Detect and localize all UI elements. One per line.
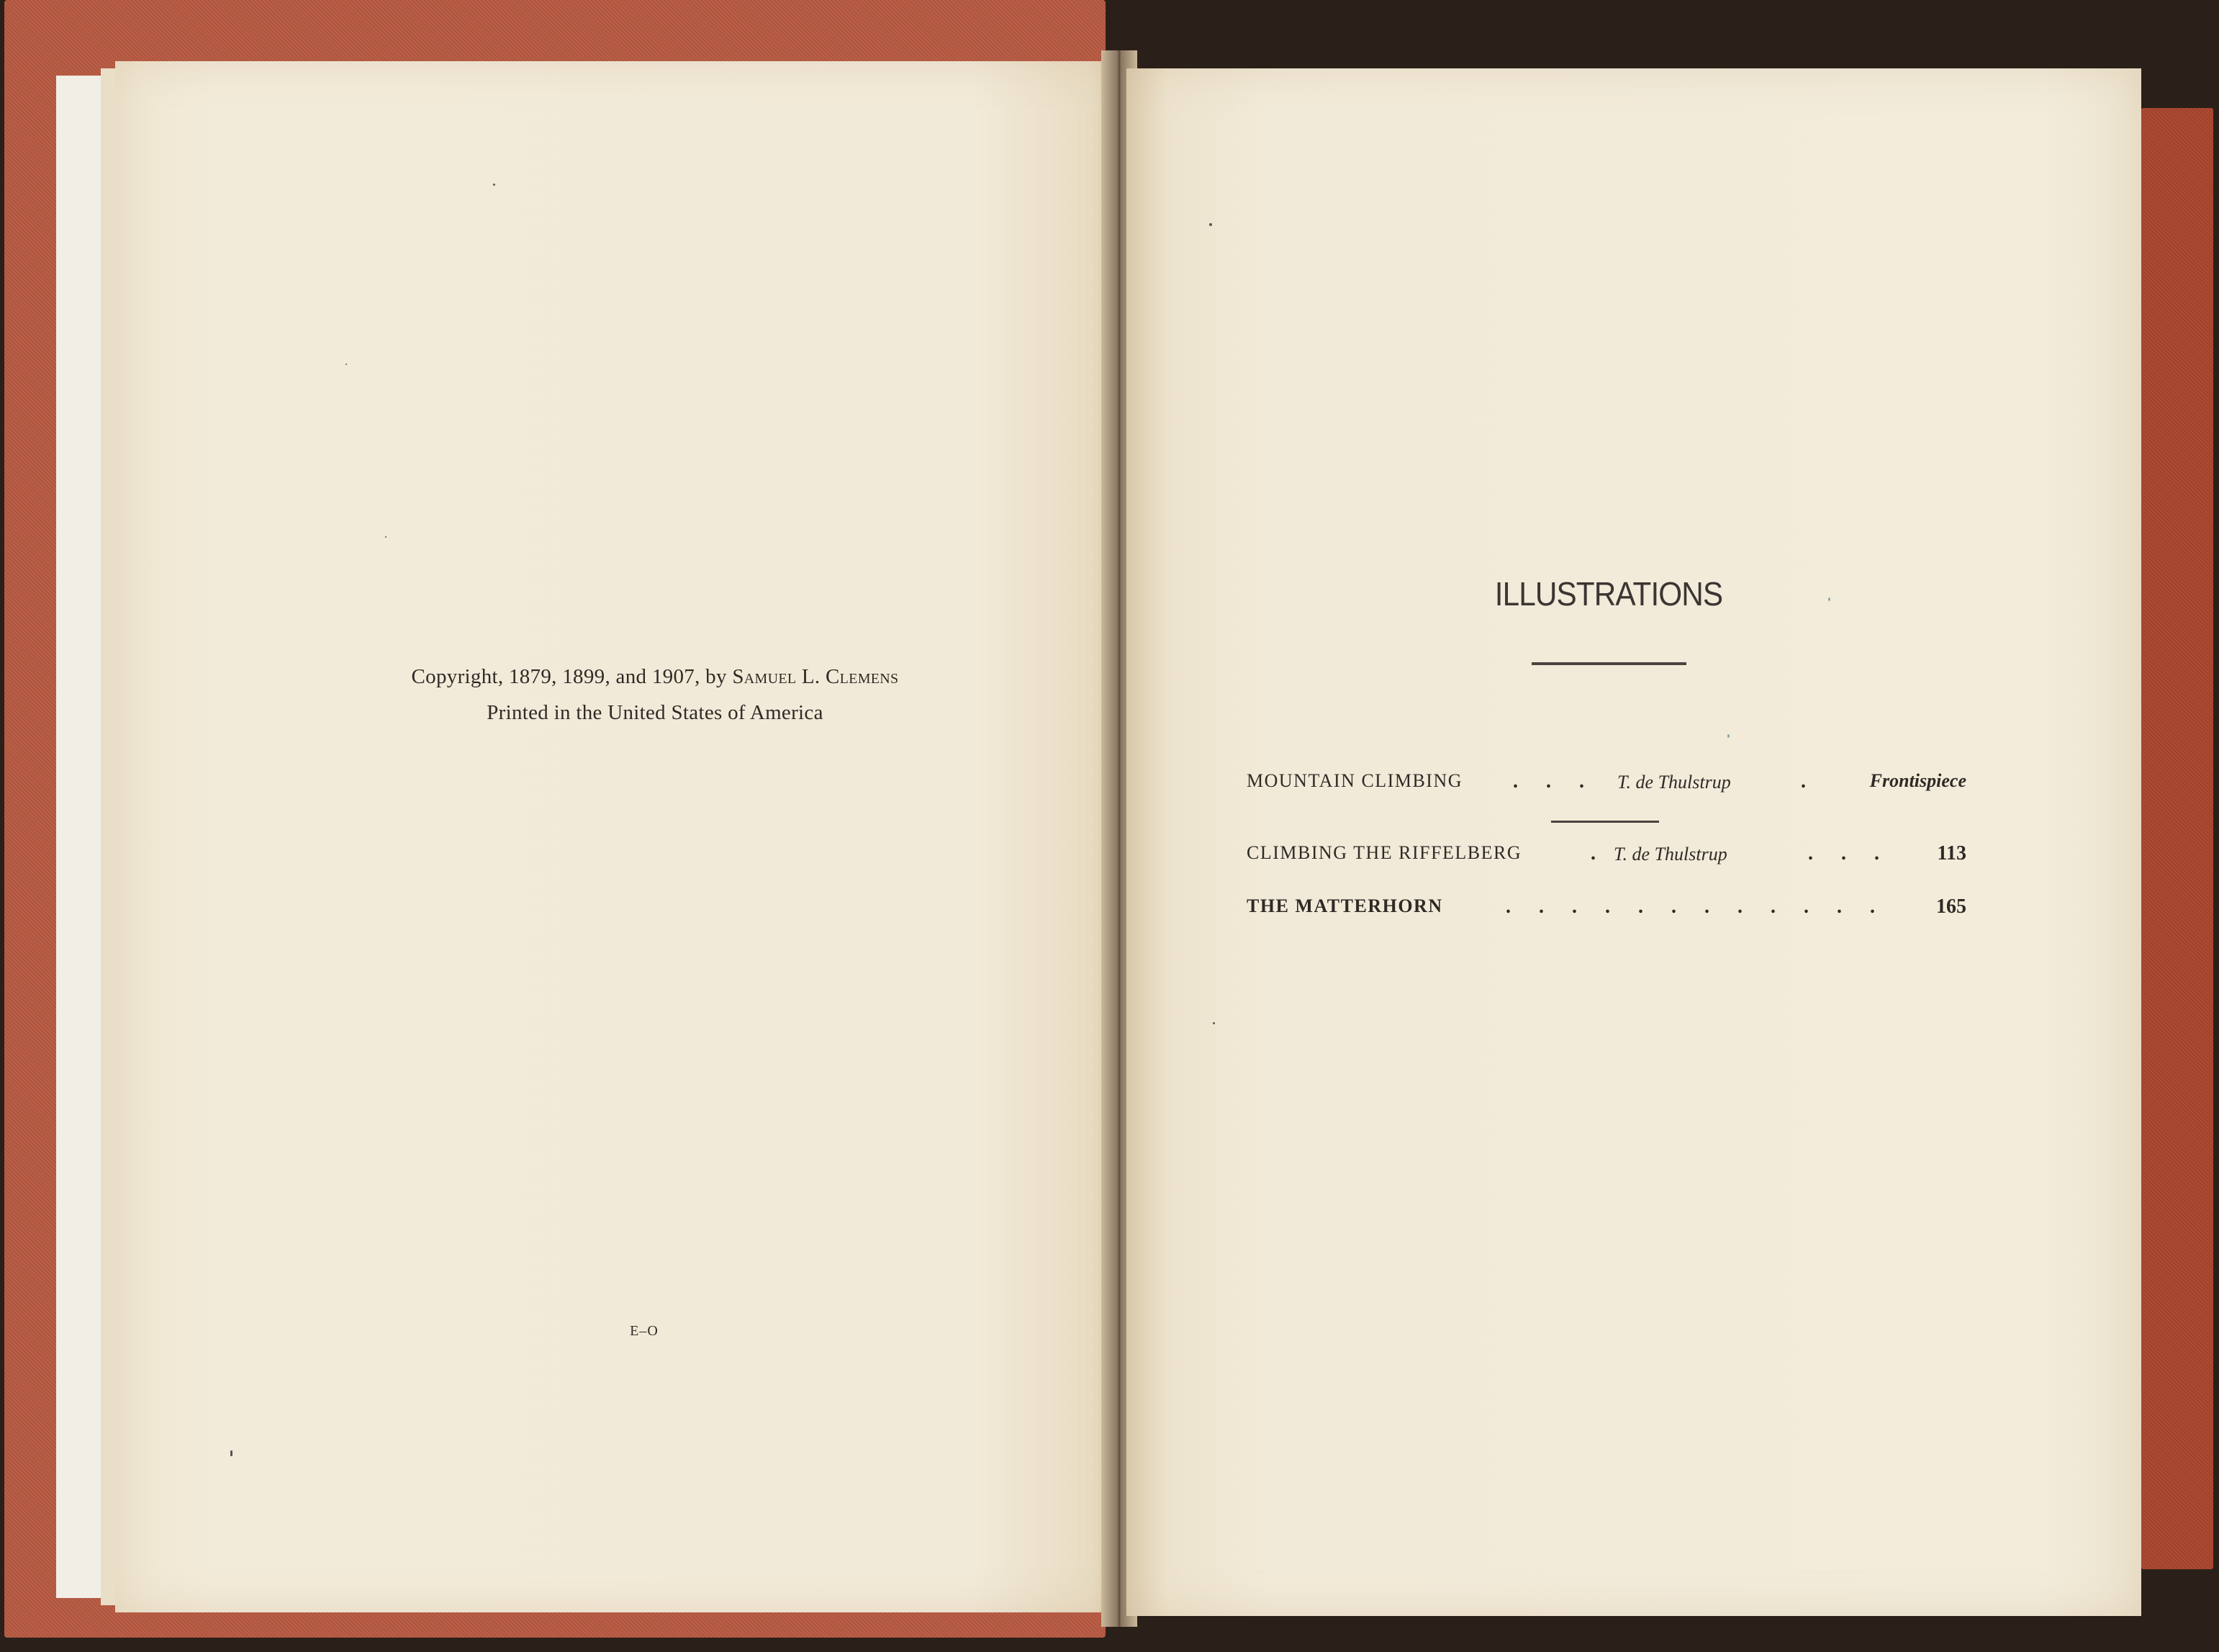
copyright-text: Copyright, 1879, 1899, and 1907, by [411,665,733,688]
leader-dots: . . . [1808,842,1891,865]
illustration-page: 113 [1937,842,1966,865]
page-signature-code: E–O [630,1323,659,1339]
illustration-page: Frontispiece [1869,770,1966,791]
entry-divider [1551,821,1659,823]
illustration-title: THE MATTERHORN [1247,895,1443,916]
paper-speck [385,536,387,538]
paper-speck [1828,597,1830,601]
paper-speck [1209,223,1212,226]
book-cover-right [2141,108,2213,1569]
paper-speck [1727,734,1730,738]
illustration-title: MOUNTAIN CLIMBING [1247,770,1463,791]
paper-speck [345,364,347,365]
leader-dots: . . . . . . . . . . . . [1506,895,1886,918]
copyright-line [259,659,1051,695]
illustration-page: 165 [1936,895,1966,918]
leader-dots: . [1801,770,1817,793]
illustration-artist: T. de Thulstrup [1617,772,1731,793]
leader-dots: . [1591,842,1607,865]
illustration-entry [1247,842,1966,871]
left-page [115,61,1123,1612]
title-divider [1532,662,1686,665]
printed-in-line: Printed in the United States of America [487,701,823,724]
illustration-entry [1247,895,1966,924]
paper-speck [230,1450,232,1456]
illustration-artist: T. de Thulstrup [1614,844,1727,865]
paper-speck [493,184,495,186]
illustration-entry [1247,770,1966,799]
page-title: ILLUSTRATIONS [1494,575,1723,613]
illustration-title: CLIMBING THE RIFFELBERG [1247,842,1522,863]
leader-dots: . . . [1513,770,1596,793]
copyright-notice [259,659,1051,731]
paper-speck [1213,1022,1215,1024]
copyright-author: Samuel L. Clemens [732,665,899,688]
